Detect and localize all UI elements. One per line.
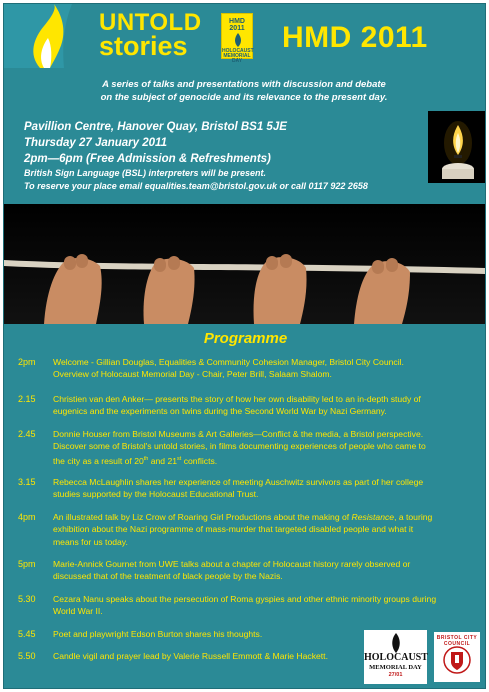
- programme-time: 2.45: [18, 429, 36, 439]
- programme-heading: Programme: [203, 330, 288, 347]
- flame-icon: [4, 4, 94, 68]
- programme-item: Christien van den Anker— presents the story of how her own disability led to an in-depth study of eugenics and the experiments on twins during the Second World War by Nazi Germany.: [53, 394, 421, 417]
- programme-item: Rebecca McLaughlin shares her experience of meeting Auschwitz survivors as part of her college studies supported by the Holocaust Educational Trust.: [53, 477, 424, 500]
- hands-rope-photo: [4, 204, 486, 324]
- programme-time: 2.15: [18, 394, 36, 404]
- venue: Pavillion Centre, Hanover Quay, Bristol BS1 5JE: [24, 121, 287, 133]
- programme-item: Cezara Nanu speaks about the persecution of Roma gyspies and other ethnic minority groups during World War II.: [53, 594, 437, 617]
- event-time: 2pm—6pm (Free Admission & Refreshments): [24, 153, 271, 165]
- intro-text: [34, 78, 454, 104]
- programme-item: Marie-Annick Gournet from UWE talks about a chapter of Holocaust history rarely observed or discussed that of the treatment of black people by the Nazis.: [53, 559, 411, 582]
- programme-item: An illustrated talk by Liz Crow of Roaring Girl Productions about the making of Resistance, a touring exhibition about the Nazi programme of mass-murder that targeted disabled people and what it means for us today.: [53, 512, 433, 547]
- header: [4, 4, 486, 68]
- programme-item: Donnie Houser from Bristol Museums & Art Galleries—Conflict & the media, a Bristol perspective. Discover some of Bristol's untold stories, in films documenting experiences of people who came to the city as a result of 20th and 21st conflicts.: [53, 429, 426, 466]
- bristol-city-council-logo: BRISTOL CITY COUNCIL: [434, 632, 480, 682]
- event-date: Thursday 27 January 2011: [24, 137, 167, 149]
- programme-time: 5.45: [18, 629, 36, 639]
- programme-time: 5.50: [18, 651, 36, 661]
- programme-time: 5.30: [18, 594, 36, 604]
- programme-time: 2pm: [18, 357, 36, 367]
- event-details: [24, 119, 484, 193]
- flame-icon: [390, 633, 402, 653]
- programme-item: Welcome - Gillian Douglas, Equalities & Community Cohesion Manager, Bristol City Council. Overview of Holocaust Memorial Day - Chair, Peter Brill, Salaam Shalom.: [53, 357, 404, 380]
- programme-time: 5pm: [18, 559, 36, 569]
- small-flame-icon: [233, 33, 243, 47]
- intro-line: on the subject of genocide and its relevance to the present day.: [100, 92, 388, 103]
- reserve-note: To reserve your place email equalities.team@bristol.gov.uk or call 0117 922 2658: [24, 181, 368, 191]
- candle-photo: [428, 111, 486, 183]
- council-crest-icon: [443, 644, 471, 676]
- badge-text: HMD 2011: [229, 18, 245, 32]
- event-flyer: [3, 3, 486, 689]
- programme-item: Candle vigil and prayer lead by Valerie Russell Emmott & Marie Hackett.: [53, 651, 328, 661]
- badge-small-text: HOLOCAUST MEMORIAL DAY: [222, 48, 254, 64]
- holocaust-memorial-day-logo: HOLOCAUST MEMORIAL DAY 27/01: [364, 630, 427, 684]
- logo-untold: UNTOLD: [99, 9, 202, 36]
- programme-item: Poet and playwright Edson Burton shares his thoughts.: [53, 629, 263, 639]
- programme-time: 4pm: [18, 512, 36, 522]
- logo-stories: stories: [99, 31, 188, 61]
- page-title: HMD 2011: [282, 21, 428, 54]
- programme-time: 3.15: [18, 477, 36, 487]
- intro-line: A series of talks and presentations with discussion and debate: [102, 79, 386, 90]
- bsl-note: British Sign Language (BSL) interpreters will be present.: [24, 168, 267, 178]
- hmd-badge: [221, 13, 254, 64]
